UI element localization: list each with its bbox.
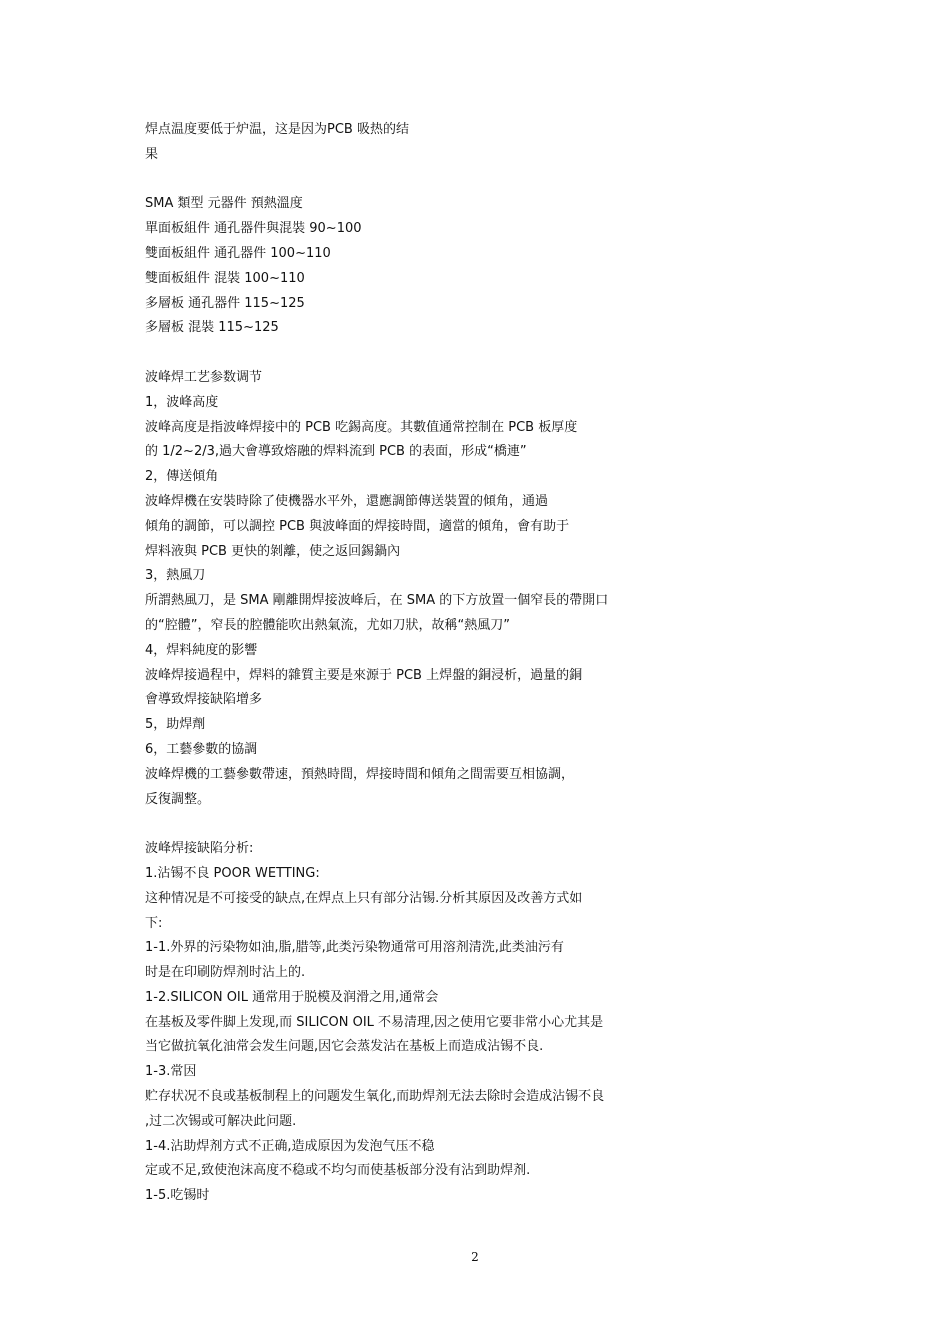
- text-line: 所謂熱風刀，是 SMA 剛離開焊接波峰后，在 SMA 的下方放置一個窄長的帶開口: [145, 593, 609, 609]
- paragraph-gap: [145, 168, 705, 193]
- text-line: 反復調整。: [145, 791, 211, 807]
- text-line: 贮存状况不良或基板制程上的问题发生氧化,而助焊剂无法去除时会造成沾锡不良: [145, 1089, 605, 1105]
- section-heading: 波峰焊工艺参数调节: [145, 369, 263, 385]
- preheat-table-row: 單面板組件 通孔器件與混裝 90~100: [145, 221, 362, 237]
- text-line: 1-1.外界的污染物如油,脂,腊等,此类污染物通常可用溶剂清洗,此类油污有: [145, 940, 564, 956]
- text-line: 4，焊料純度的影響: [145, 642, 258, 658]
- preheat-table-header: SMA 類型 元器件 預熱溫度: [145, 196, 303, 212]
- text-line: 波峰焊機在安裝時除了使機器水平外，還應調節傳送裝置的傾角，通過: [145, 493, 549, 509]
- text-line: 时是在印刷防焊剂时沾上的.: [145, 965, 306, 981]
- text-line: 1.沾锡不良 POOR WETTING:: [145, 865, 320, 881]
- text-line: 1，波峰高度: [145, 394, 219, 410]
- text-line: 这种情况是不可接受的缺点,在焊点上只有部分沾锡.分析其原因及改善方式如: [145, 890, 583, 906]
- preheat-table-row: 雙面板組件 混裝 100~110: [145, 270, 305, 286]
- page-number: 2: [471, 1250, 479, 1264]
- preheat-table-row: 多層板 通孔器件 115~125: [145, 295, 305, 311]
- text-line: 波峰高度是指波峰焊接中的 PCB 吃錫高度。其數值通常控制在 PCB 板厚度: [145, 419, 578, 435]
- text-line: 的“腔體”，窄長的腔體能吹出熱氣流，尤如刀狀，故稱“熱風刀”: [145, 617, 510, 633]
- text-line: 果: [145, 146, 159, 162]
- text-line: 傾角的調節，可以調控 PCB 與波峰面的焊接時間，適當的傾角，會有助于: [145, 518, 570, 534]
- text-line: 會導致焊接缺陷增多: [145, 692, 263, 708]
- paragraph-gap: [145, 812, 705, 837]
- text-line: 1-4.沾助焊剂方式不正确,造成原因为发泡气压不稳: [145, 1138, 435, 1154]
- text-line: 的 1/2~2/3,過大會導致熔融的焊料流到 PCB 的表面，形成“橋連”: [145, 444, 527, 460]
- preheat-table-row: 雙面板組件 通孔器件 100~110: [145, 245, 331, 261]
- text-line: 波峰焊接過程中，焊料的雜質主要是來源于 PCB 上焊盤的銅浸析，過量的銅: [145, 667, 583, 683]
- text-line: 焊料液與 PCB 更快的剝離，使之返回錫鍋內: [145, 543, 401, 559]
- section-heading: 波峰焊接缺陷分析:: [145, 841, 254, 857]
- text-line: 定或不足,致使泡沫高度不稳或不均匀而使基板部分没有沾到助焊剂.: [145, 1163, 531, 1179]
- text-line: 6，工藝參數的協調: [145, 741, 258, 757]
- text-line: 当它做抗氧化油常会发生问题,因它会蒸发沾在基板上而造成沾锡不良.: [145, 1039, 544, 1055]
- text-line: 3，熱風刀: [145, 568, 206, 584]
- text-line: 下:: [145, 915, 163, 931]
- text-line: 5，助焊劑: [145, 717, 206, 733]
- text-line: 2，傳送傾角: [145, 469, 219, 485]
- text-line: ,过二次锡或可解决此问题.: [145, 1113, 297, 1129]
- document-body: [145, 118, 705, 1209]
- text-line: 焊点温度要低于炉温，这是因为PCB 吸热的结: [145, 122, 409, 137]
- text-line: 1-5.吃锡时: [145, 1188, 210, 1204]
- preheat-table-row: 多層板 混裝 115~125: [145, 320, 279, 336]
- text-line: 在基板及零件脚上发现,而 SILICON OIL 不易清理,因之使用它要非常小心尤其是: [145, 1014, 604, 1030]
- paragraph-gap: [145, 341, 705, 366]
- text-line: 波峰焊機的工藝參數帶速，預熱時間，焊接時間和傾角之間需要互相協調，: [145, 766, 575, 782]
- text-line: 1-2.SILICON OIL 通常用于脱模及润滑之用,通常会: [145, 989, 439, 1005]
- text-line: 1-3.常因: [145, 1064, 197, 1080]
